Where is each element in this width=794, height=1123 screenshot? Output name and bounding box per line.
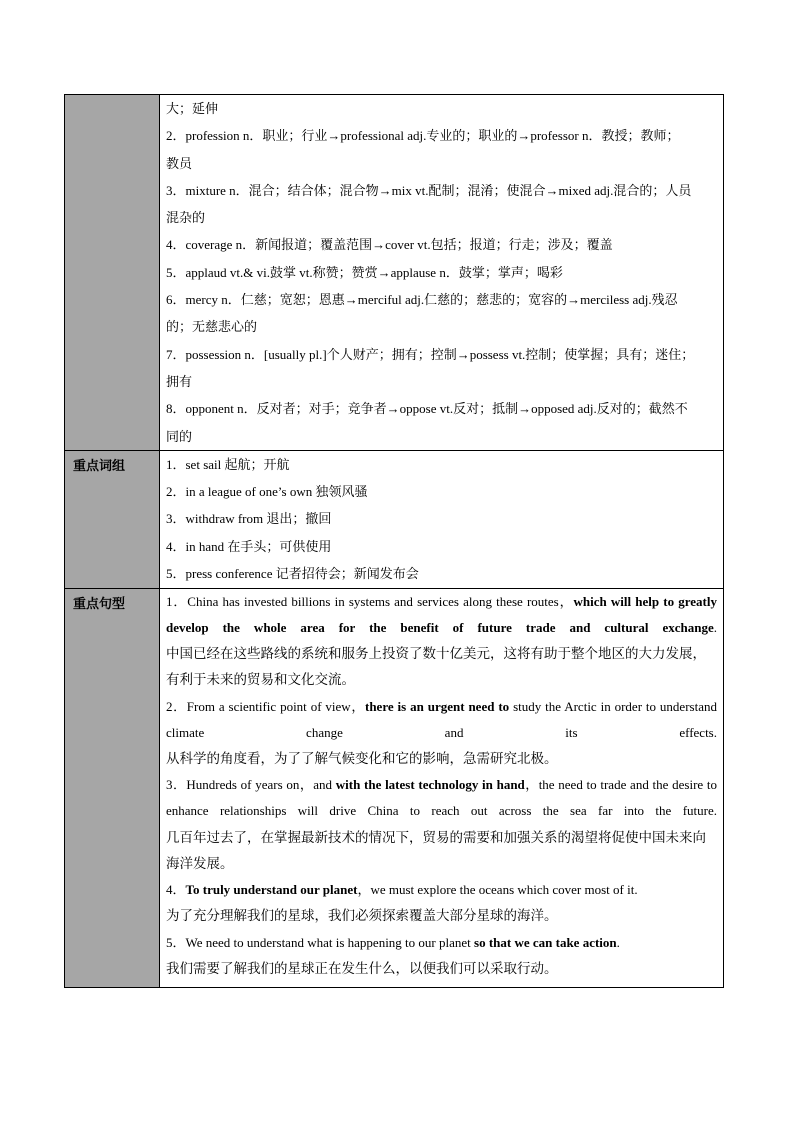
row-label: 重点句型 [65, 588, 160, 987]
word-line: 7．possession n．[usually pl.]个人财产；拥有；控制→possess vt.控制；使掌握；具有；迷住； [166, 346, 695, 362]
vocabulary-table [64, 94, 724, 988]
word-line: 2．profession n．职业；行业→professional adj.专业的；职业的→professor n．教授；教师； [166, 128, 680, 144]
phrase-line: 5．press conference 记者招待会；新闻发布会 [166, 566, 419, 582]
word-line: 8．opponent n．反对者；对手；竞争者→oppose vt.反对；抵制→opposed adj.反对的；截然不 [166, 401, 688, 417]
word-line: 3．mixture n．混合；结合体；混合物→mix vt.配制；混淆；使混合→mixed adj.混合的；人员 [166, 182, 692, 198]
table-row [65, 95, 724, 451]
sentence-en: 1．China has invested billions in systems and services along these routes，which will help to greatly develop the whole area for the benefit of future trade and cultural exchange. [166, 593, 717, 636]
word-line: 教员 [166, 155, 193, 171]
sentence-en: 5．We need to understand what is happening to our planet so that we can take action. [166, 934, 620, 950]
phrase-line: 4．in hand 在手头；可供使用 [166, 538, 332, 554]
word-line: 5．applaud vt.& vi.鼓掌 vt.称赞；赞赏→applause n．鼓掌；掌声；喝彩 [166, 264, 563, 280]
phrase-line: 1．set sail 起航；开航 [166, 456, 290, 472]
word-line: 4．coverage n．新闻报道；覆盖范围→cover vt.包括；报道；行走；涉及；覆盖 [166, 237, 613, 253]
sentence-cn: 几百年过去了，在掌握最新技术的情况下，贸易的需要和加强关系的渴望将促使中国未来向海洋发展。 [166, 829, 706, 872]
word-line: 的；无慈悲心的 [166, 319, 258, 335]
phrase-list [160, 450, 724, 588]
row-label [65, 95, 160, 451]
table-row [65, 450, 724, 588]
sentence-list [160, 588, 724, 987]
phrase-line: 2．in a league of one’s own 独领风骚 [166, 484, 368, 500]
word-line: 拥有 [166, 373, 193, 389]
sentence-en: 2．From a scientific point of view，there is an urgent need to study the Arctic in order to understand climate change and its effects. [166, 698, 717, 740]
table-row [65, 588, 724, 987]
row-label: 重点词组 [65, 450, 160, 588]
word-line: 大；延伸 [166, 101, 219, 116]
sentence-en: 4．To truly understand our planet，we must explore the oceans which cover most of it. [166, 882, 638, 898]
sentence-cn: 为了充分理解我们的星球，我们必须探索覆盖大部分星球的海洋。 [166, 908, 558, 925]
phrase-line: 3．withdraw from 退出；撤回 [166, 511, 332, 527]
word-line: 6．mercy n．仁慈；宽恕；恩惠→merciful adj.仁慈的；慈悲的；宽容的→merciless adj.残忍 [166, 292, 678, 308]
word-list [160, 95, 724, 451]
sentence-cn: 中国已经在这些路线的系统和服务上投资了数十亿美元，这将有助于整个地区的大力发展，有利于未来的贸易和文化交流。 [166, 646, 706, 689]
sentence-en: 3．Hundreds of years on，and with the latest technology in hand，the need to trade and the desire to enhance relationships will drive China to reach out across the sea far into the future. [166, 777, 717, 819]
sentence-cn: 从科学的角度看，为了了解气候变化和它的影响，急需研究北极。 [166, 751, 558, 768]
sentence-cn: 我们需要了解我们的星球正在发生什么，以便我们可以采取行动。 [166, 960, 558, 977]
word-line: 同的 [166, 428, 193, 444]
word-line: 混杂的 [166, 210, 206, 226]
